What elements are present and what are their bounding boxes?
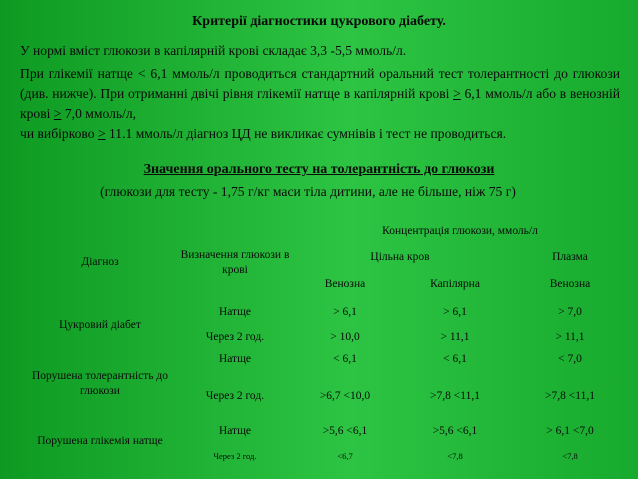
row-ifg-fasting-capillary: >5,6 <6,1 (432, 425, 478, 437)
row-ifg-2h: Через 2 год. (213, 451, 257, 461)
criteria-text-5: 11.1 ммоль/л діагноз ЦД не викликає сумнівів і тест не проводиться. (105, 126, 507, 141)
ge-sign-2: > (53, 106, 62, 121)
table-header-whole-blood: Цільна кров (370, 251, 430, 263)
row-diabetes-diagnosis: Цукровий діабет (59, 319, 141, 331)
table-header-concentration: Концентрація глюкози, ммоль/л (382, 225, 538, 237)
row-igt-fasting-plasma: < 7,0 (558, 353, 582, 365)
paragraph-criteria (20, 64, 620, 144)
row-ifg-2h-venous: <6,7 (337, 451, 353, 461)
row-igt-diagnosis: Порушена толерантність до глюкози (31, 370, 169, 397)
row-diabetes-2h-venous: > 10,0 (330, 331, 360, 343)
section-note: (глюкози для тесту - 1,75 г/кг маси тіла дитини, але не більше, ніж 75 г) (100, 184, 516, 199)
table-header-plasma: Плазма (552, 251, 588, 263)
row-ifg-fasting-venous: >5,6 <6,1 (322, 425, 368, 437)
row-diabetes-2h-plasma: > 11,1 (555, 331, 585, 343)
row-diabetes-2h: Через 2 год. (205, 331, 265, 343)
row-diabetes-fasting-capillary: > 6,1 (443, 306, 467, 318)
row-igt-2h: Через 2 год. (205, 390, 265, 402)
row-ifg-fasting: Натще (218, 425, 252, 437)
paragraph-normal-range: У нормі вміст глюкози в капілярній крові складає 3,3 -5,5 ммоль/л. (20, 43, 407, 58)
table-header-venous-plasma: Венозна (549, 278, 591, 290)
row-igt-fasting-venous: < 6,1 (333, 353, 357, 365)
row-ifg-diagnosis: Порушена глікемія натще (37, 435, 163, 447)
row-igt-2h-venous: >6,7 <10,0 (319, 390, 371, 402)
table-header-capillary: Капілярна (430, 278, 480, 290)
criteria-text-2: 6,1 ммоль/л або в венозній крові (20, 86, 620, 121)
row-diabetes-fasting-plasma: > 7,0 (558, 306, 582, 318)
slide-title: Критерії діагностики цукрового діабету. (192, 14, 446, 29)
ge-sign-3: > (97, 126, 106, 141)
section-title: Значення орального тесту на толерантність до глюкози (143, 162, 495, 177)
table-header-determination: Визначення глюкози в крові (180, 249, 290, 276)
row-diabetes-fasting: Натще (218, 306, 252, 318)
table-header-venous: Венозна (324, 278, 366, 290)
row-diabetes-2h-capillary: > 11,1 (440, 331, 470, 343)
row-ifg-2h-plasma: <7,8 (562, 451, 578, 461)
criteria-text-1: При глікемії натще < 6,1 ммоль/л проводиться стандартний оральний тест толерантності до глюкози (див. нижче). При отриманні двічі рівня глікемії натще в капілярній крові (20, 66, 620, 101)
criteria-text-3: 7,0 ммоль/л, (61, 106, 137, 121)
row-igt-2h-capillary: >7,8 <11,1 (430, 390, 480, 402)
table-header-diagnosis: Діагноз (81, 256, 119, 268)
row-diabetes-fasting-venous: > 6,1 (333, 306, 357, 318)
criteria-text-4: чи вибірково (20, 126, 98, 141)
row-ifg-2h-capillary: <7,8 (447, 451, 463, 461)
row-igt-fasting: Натще (218, 353, 252, 365)
row-igt-2h-plasma: >7,8 <11,1 (545, 390, 595, 402)
ge-sign-1: > (453, 86, 461, 101)
row-igt-fasting-capillary: < 6,1 (443, 353, 467, 365)
row-ifg-fasting-plasma: > 6,1 <7,0 (546, 425, 594, 437)
